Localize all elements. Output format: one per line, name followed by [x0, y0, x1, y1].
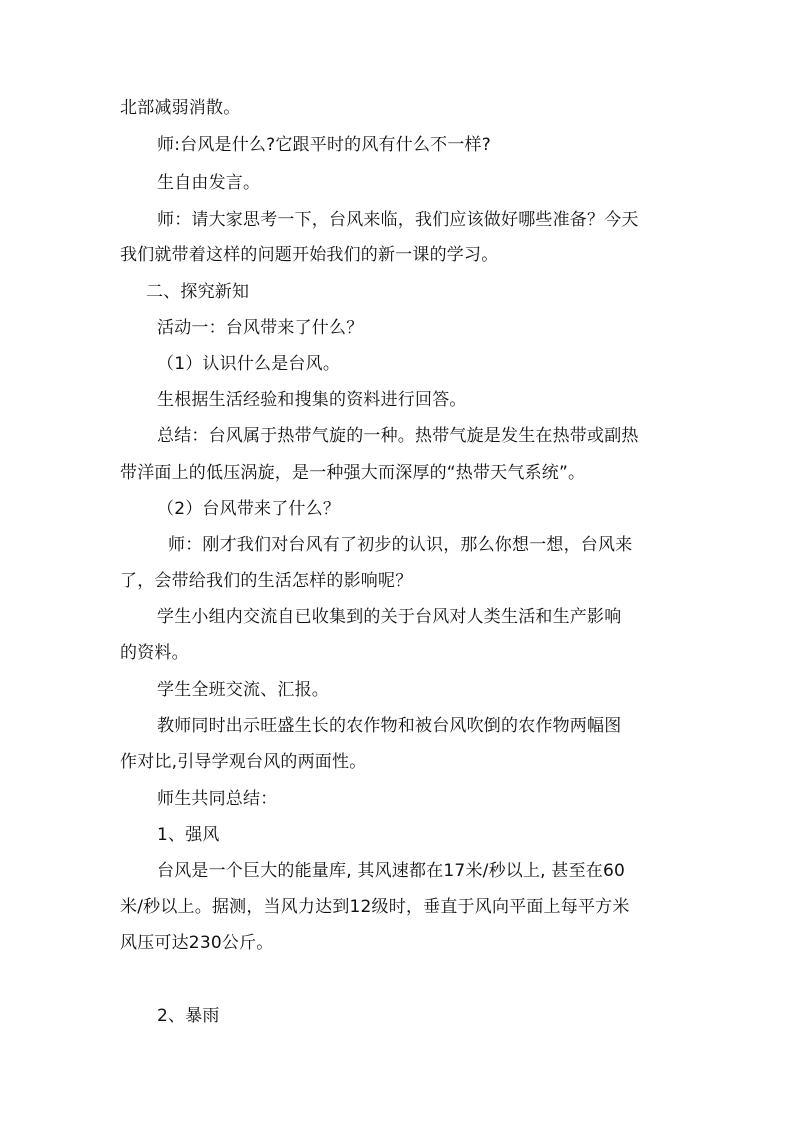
text-line-8: （1）认识什么是台风。 [157, 354, 341, 374]
text-line-13: 师：刚才我们对台风有了初步的认识，那么你想一想，台风来 [168, 535, 633, 555]
text-line-17: 学生全班交流、汇报。 [157, 680, 329, 700]
text-line-14: 了，会带给我们的生活怎样的影响呢？ [120, 571, 413, 591]
text-line-16: 的资料。 [120, 643, 189, 663]
text-line-24: 风压可达230公斤。 [120, 933, 274, 953]
text-line-7: 活动一：台风带来了什么？ [157, 318, 364, 338]
text-line-15: 学生小组内交流自已收集到的关于台风对人类生活和生产影响 [157, 607, 622, 627]
text-line-4: 师：请大家思考一下，台风来临，我们应该做好哪些准备？今天 [157, 210, 639, 230]
text-line-22: 台风是一个巨大的能量库, 其风速都在17米/秒以上, 甚至在60 [157, 861, 626, 881]
text-line-21: 1、强风 [157, 825, 220, 845]
text-line-2: 师:台风是什么?它跟平时的风有什么不一样? [157, 135, 491, 155]
text-line-11: 带洋面上的低压涡旋，是一种强大而深厚的“热带天气系统”。 [120, 463, 586, 483]
text-line-12: （2）台风带来了什么？ [157, 499, 341, 519]
text-line-18: 教师同时出示旺盛生长的农作物和被台风吹倒的农作物两幅图 [157, 716, 622, 736]
section-heading: 二、探究新知 [146, 282, 250, 302]
text-line-1: 北部减弱消散。 [120, 98, 241, 118]
text-line-3: 生自由发言。 [157, 173, 261, 193]
text-line-9: 生根据生活经验和搜集的资料进行回答。 [157, 390, 467, 410]
text-line-25: 2、暴雨 [157, 1006, 220, 1026]
text-line-5: 我们就带着这样的问题开始我们的新一课的学习。 [120, 245, 499, 265]
text-line-23: 米/秒以上。据测，当风力达到12级时，垂直于风向平面上每平方米 [120, 897, 630, 917]
text-line-20: 师生共同总结： [157, 789, 278, 809]
text-line-19: 作对比,引导学观台风的两面性。 [120, 752, 367, 772]
text-line-10: 总结：台风属于热带气旋的一种。热带气旋是发生在热带或副热 [157, 426, 639, 446]
